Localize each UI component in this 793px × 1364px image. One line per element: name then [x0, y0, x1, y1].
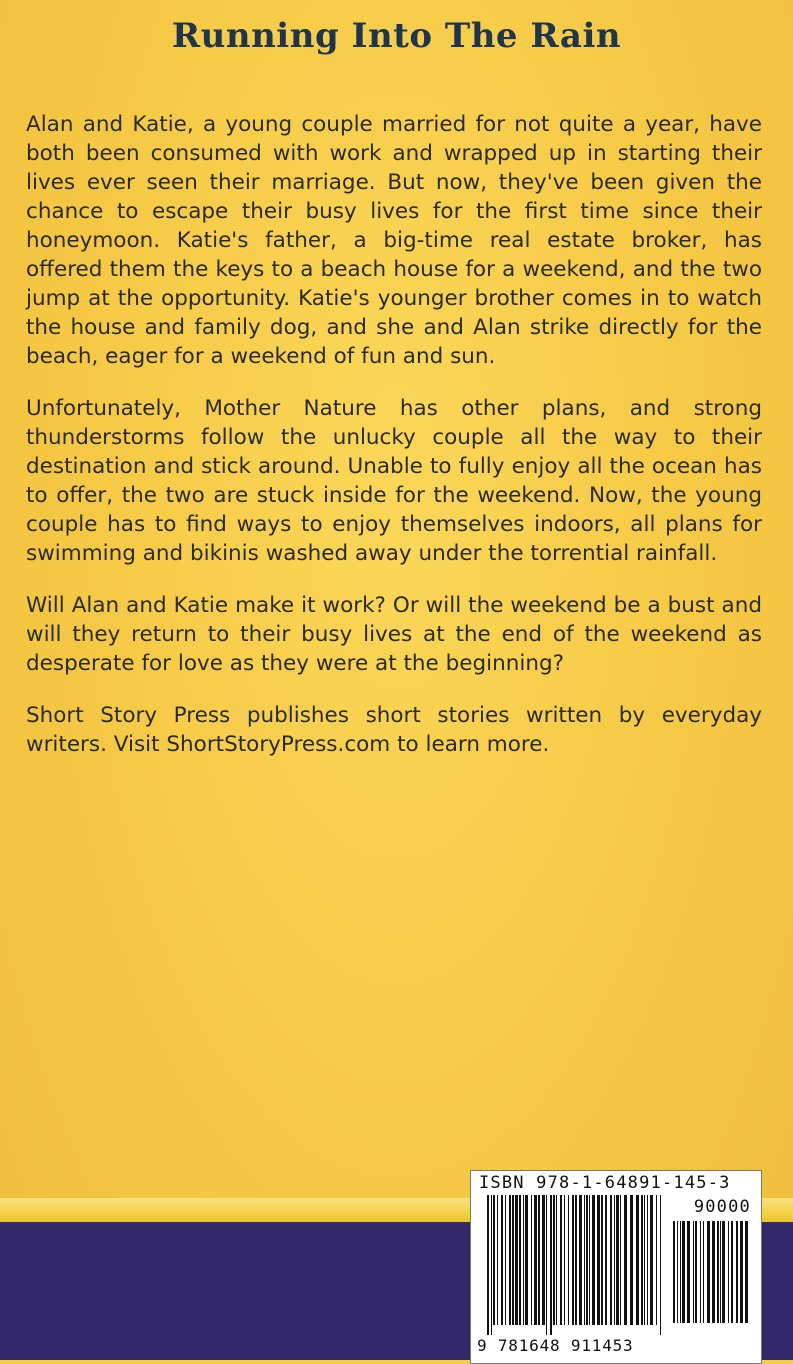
isbn-barcode — [470, 1170, 762, 1364]
blurb-paragraph: Alan and Katie, a young couple married for not quite a year, have both been consumed with work and wrapped up in starting their lives ever seen their marriage. But now, they've been given the chance to escape their busy lives for the first time since their honeymoon. Katie's father, a big-time real estate broker, has offered them the keys to a beach house for a weekend, and the two jump at the opportunity. Katie's younger brother comes in to watch the house and family dog, and she and Alan strike directly for the beach, eager for a weekend of fun and sun. — [26, 112, 762, 369]
blurb-paragraph: Unfortunately, Mother Nature has other plans, and strong thunderstorms follow the unlucky couple all the way to their destination and stick around. Unable to fully enjoy all the ocean has to offer, the two are stuck inside for the weekend. Now, the young couple has to find ways to enjoy themselves indoors, all plans for swimming and bikinis washed away under the torrential rainfall. — [26, 396, 762, 566]
isbn-text: ISBN 978-1-64891-145-3 — [479, 1173, 731, 1193]
publisher-note: Short Story Press publishes short stories written by everyday writers. Visit ShortStoryPress.com to learn more. — [26, 703, 762, 757]
barcode-digits: 9 781648 911453 — [477, 1336, 634, 1355]
barcode-bars — [485, 1195, 665, 1335]
addon-barcode-bars — [671, 1221, 751, 1333]
blurb-paragraph: Will Alan and Katie make it work? Or will the weekend be a bust and will they return to their busy lives at the end of the weekend as desperate for love as they were at the beginning? — [26, 593, 762, 676]
blurb — [26, 110, 762, 782]
price-code: 90000 — [693, 1197, 751, 1217]
book-title: Running Into The Rain — [171, 16, 622, 56]
